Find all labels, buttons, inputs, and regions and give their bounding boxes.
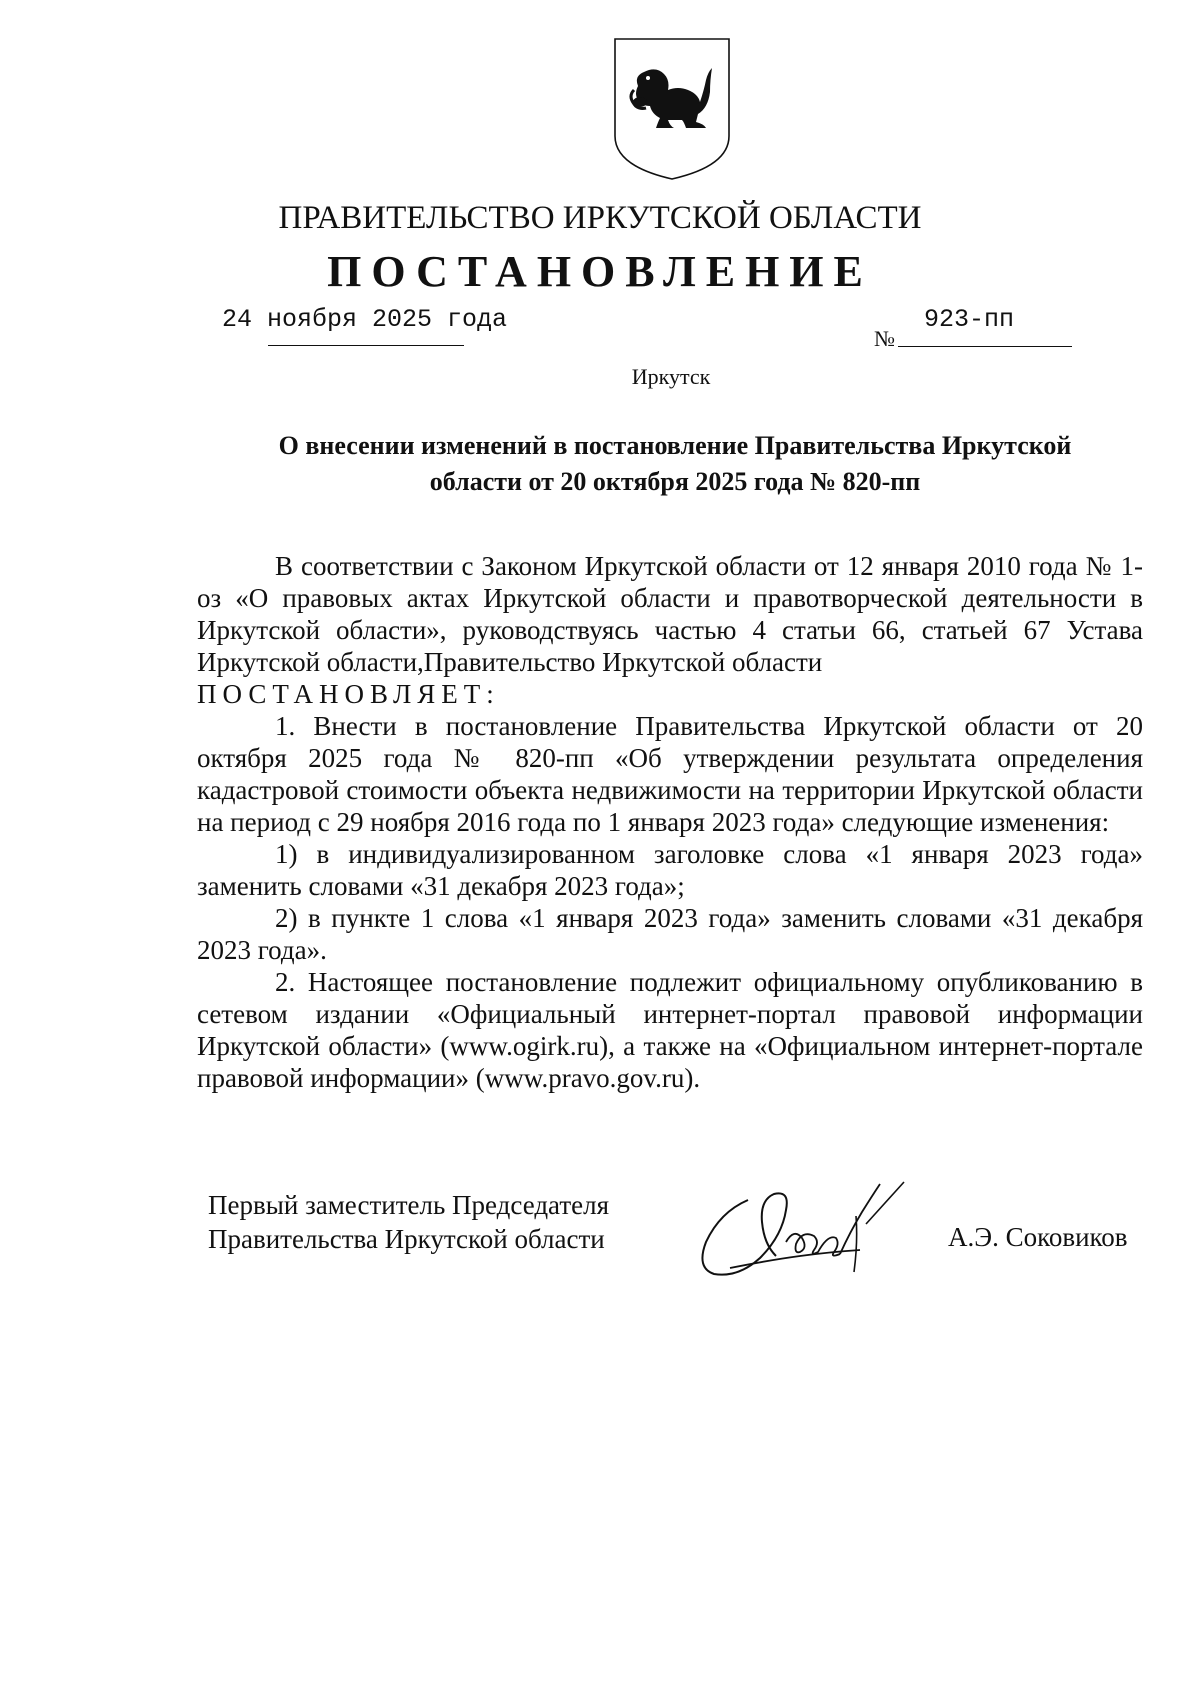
item-1-subitem-1: 1) в индивидуализированном заголовке слова «1 января 2023 года» заменить словами «31 декабря 2023 года»; (197, 839, 1143, 901)
number-sign: № (874, 326, 895, 351)
document-type-heading: ПОСТАНОВЛЕНИЕ (327, 247, 873, 296)
decree-word: ПОСТАНОВЛЯЕТ: (197, 679, 500, 709)
item-1-subitem-2: 2) в пункте 1 слова «1 января 2023 года» заменить словами «31 декабря 2023 года». (197, 903, 1143, 965)
date-underline (268, 345, 464, 346)
signer-position-line-2: Правительства Иркутской области (208, 1224, 605, 1254)
title-line-2: области от 20 октября 2025 года № 820-пп (429, 467, 921, 496)
handwritten-signature (690, 1172, 930, 1290)
irkutsk-coat-of-arms-icon (612, 36, 732, 182)
number-underline (898, 346, 1072, 347)
item-2-paragraph: 2. Настоящее постановление подлежит официальному опубликованию в сетевом издании «Официальный интернет-портал правовой информации Иркутской области» (www.ogirk.ru), а также на «Официальном интернет-портале правовой информации» (www.pravo.gov.ru). (197, 967, 1143, 1093)
document-number: 923-пп (924, 305, 1015, 334)
item-1-paragraph: 1. Внести в постановление Правительства Иркутской области от 20 октября 2025 года № 820-пп «Об утверждении результата определения кадастровой стоимости объекта недвижимости на территории Иркутской области на период с 29 ноября 2016 года по 1 января 2023 года» следующие изменения: (197, 711, 1143, 837)
preamble-paragraph: В соответствии с Законом Иркутской области от 12 января 2010 года № 1-оз «О правовых актах Иркутской области и правотворческой деятельности в Иркутской области», руководствуясь частью 4 статьи 66, статьей 67 Устава Иркутской области,Правительство Иркутской области (197, 551, 1143, 677)
signer-position-line-1: Первый заместитель Председателя (208, 1190, 610, 1220)
signer-name: А.Э. Соковиков (948, 1222, 1128, 1252)
title-line-1: О внесении изменений в постановление Правительства Иркутской (278, 431, 1072, 460)
document-body (197, 550, 1143, 1094)
document-title (225, 428, 1125, 500)
city-name: Иркутск (631, 364, 711, 389)
government-name: ПРАВИТЕЛЬСТВО ИРКУТСКОЙ ОБЛАСТИ (278, 200, 922, 236)
document-date: 24 ноября 2025 года (222, 305, 508, 334)
signer-position (208, 1188, 609, 1256)
